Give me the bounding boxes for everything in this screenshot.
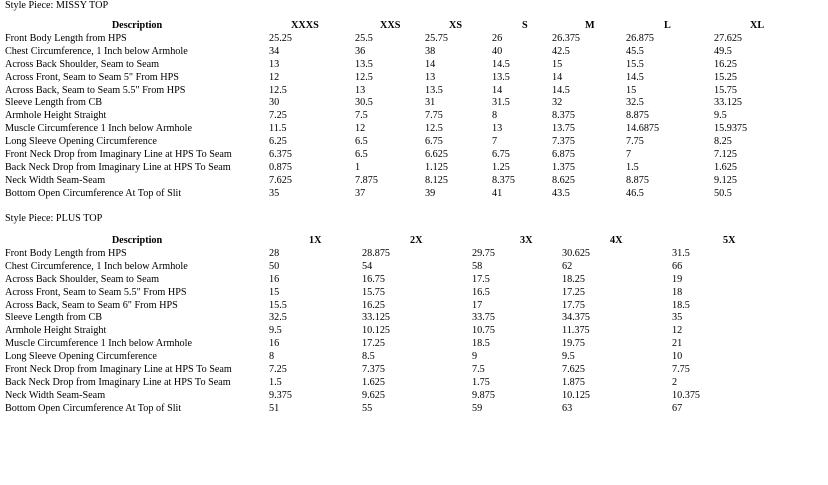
measurement-value: 11.5 [269, 123, 287, 135]
measurement-value: 33.75 [472, 312, 495, 324]
table-row [5, 248, 815, 261]
measurement-value: 17 [472, 299, 483, 311]
table-row [5, 300, 815, 313]
table-row [5, 33, 815, 46]
table-row [5, 46, 815, 59]
measurement-value: 16.75 [362, 273, 385, 285]
measurement-value: 13 [269, 58, 280, 70]
measurement-value: 7.375 [552, 136, 575, 148]
missy-header-size: M [585, 20, 595, 31]
measurement-value: 16 [269, 273, 280, 285]
measurement-value: 13.5 [492, 71, 510, 83]
measurement-label: Muscle Circumference 1 Inch below Armhole [5, 338, 192, 350]
measurement-label: Front Body Length from HPS [5, 32, 127, 44]
measurement-value: 10.125 [362, 325, 391, 337]
measurement-label: Front Neck Drop from Imaginary Line at HPS To Seam [5, 364, 232, 376]
table-row [5, 351, 815, 364]
measurement-value: 9.125 [714, 174, 737, 186]
measurement-value: 45.5 [626, 45, 644, 57]
measurement-value: 16.25 [362, 299, 385, 311]
measurement-value: 33.125 [362, 312, 391, 324]
table-row [5, 377, 815, 390]
measurement-value: 14.5 [552, 84, 570, 96]
measurement-value: 49.5 [714, 45, 732, 57]
measurement-label: Chest Circumference, 1 Inch below Armhole [5, 45, 188, 57]
measurement-value: 59 [472, 402, 483, 414]
measurement-value: 31.5 [672, 247, 690, 259]
measurement-value: 8.625 [552, 174, 575, 186]
measurement-value: 7.75 [626, 136, 644, 148]
table-row [5, 325, 815, 338]
measurement-value: 6.75 [492, 149, 510, 161]
measurement-value: 17.25 [562, 286, 585, 298]
measurement-value: 38 [425, 45, 436, 57]
measurement-label: Front Body Length from HPS [5, 247, 127, 259]
missy-section-title: Style Piece: MISSY TOP [5, 0, 109, 11]
measurement-value: 29.75 [472, 247, 495, 259]
measurement-value: 13.5 [355, 58, 373, 70]
measurement-value: 12 [672, 325, 683, 337]
measurement-value: 66 [672, 260, 683, 272]
measurement-label: Bottom Open Circumference At Top of Slit [5, 402, 182, 414]
measurement-value: 1.125 [425, 161, 448, 173]
missy-size-table [5, 20, 815, 201]
measurement-value: 13.75 [552, 123, 575, 135]
measurement-value: 7 [492, 136, 498, 148]
missy-header-size: XS [449, 20, 463, 31]
measurement-value: 17.75 [562, 299, 585, 311]
measurement-value: 9.5 [269, 325, 282, 337]
measurement-value: 1.5 [269, 376, 282, 388]
measurement-label: Bottom Open Circumference At Top of Slit [5, 187, 182, 199]
measurement-value: 15.25 [714, 71, 737, 83]
measurement-label: Long Sleeve Opening Circumference [5, 351, 157, 363]
measurement-value: 1.5 [626, 161, 639, 173]
measurement-value: 15.75 [362, 286, 385, 298]
measurement-value: 8.5 [362, 351, 375, 363]
measurement-value: 15 [552, 58, 563, 70]
missy-header-size: S [522, 20, 528, 31]
measurement-value: 7.125 [714, 149, 737, 161]
table-row [5, 123, 815, 136]
measurement-value: 15.75 [714, 84, 737, 96]
measurement-value: 7.625 [269, 174, 292, 186]
measurement-value: 18.5 [672, 299, 690, 311]
measurement-value: 34 [269, 45, 280, 57]
measurement-value: 14.6875 [626, 123, 660, 135]
measurement-value: 18.5 [472, 338, 490, 350]
plus-header-size: 5X [723, 235, 736, 246]
measurement-value: 1.25 [492, 161, 510, 173]
measurement-value: 14 [552, 71, 563, 83]
measurement-value: 7.25 [269, 364, 287, 376]
measurement-label: Armhole Height Straight [5, 110, 107, 122]
measurement-label: Muscle Circumference 1 Inch below Armhole [5, 123, 192, 135]
table-row [5, 149, 815, 162]
measurement-value: 62 [562, 260, 573, 272]
measurement-value: 17.25 [362, 338, 385, 350]
measurement-value: 14 [492, 84, 503, 96]
table-row [5, 162, 815, 175]
measurement-value: 58 [472, 260, 483, 272]
measurement-value: 12.5 [425, 123, 443, 135]
measurement-value: 13 [492, 123, 503, 135]
measurement-label: Across Front, Seam to Seam 5" From HPS [5, 71, 179, 83]
table-row [5, 274, 815, 287]
measurement-value: 9.625 [362, 389, 385, 401]
table-row [5, 110, 815, 123]
measurement-value: 25.75 [425, 32, 448, 44]
measurement-label: Across Back, Seam to Seam 5.5" From HPS [5, 84, 186, 96]
measurement-value: 11.375 [562, 325, 590, 337]
measurement-value: 10.125 [562, 389, 591, 401]
measurement-value: 1 [355, 161, 361, 173]
measurement-value: 1.625 [362, 376, 385, 388]
plus-header-size: 2X [410, 235, 423, 246]
measurement-value: 6.25 [269, 136, 287, 148]
measurement-value: 15 [626, 84, 637, 96]
measurement-value: 25.5 [355, 32, 373, 44]
table-row [5, 364, 815, 377]
table-row [5, 312, 815, 325]
table-row [5, 261, 815, 274]
measurement-value: 51 [269, 402, 280, 414]
missy-header-description: Description [111, 20, 163, 31]
measurement-value: 31 [425, 97, 436, 109]
measurement-value: 25.25 [269, 32, 292, 44]
measurement-value: 26.875 [626, 32, 655, 44]
measurement-value: 9.5 [562, 351, 575, 363]
measurement-label: Across Front, Seam to Seam 5.5" From HPS [5, 286, 187, 298]
plus-header-size: 3X [520, 235, 533, 246]
measurement-value: 12.5 [355, 71, 373, 83]
measurement-value: 55 [362, 402, 373, 414]
measurement-value: 19.75 [562, 338, 585, 350]
measurement-value: 7 [626, 149, 632, 161]
measurement-value: 0.875 [269, 161, 292, 173]
measurement-value: 8 [492, 110, 498, 122]
measurement-value: 19 [672, 273, 683, 285]
measurement-value: 17.5 [472, 273, 490, 285]
measurement-value: 39 [425, 187, 436, 199]
missy-header-size: XXS [380, 20, 401, 31]
measurement-label: Sleeve Length from CB [5, 312, 103, 324]
measurement-label: Back Neck Drop from Imaginary Line at HPS To Seam [5, 161, 231, 173]
measurement-value: 36 [355, 45, 366, 57]
measurement-value: 18 [672, 286, 683, 298]
measurement-value: 8.125 [425, 174, 448, 186]
measurement-value: 32 [552, 97, 563, 109]
measurement-label: Sleeve Length from CB [5, 97, 103, 109]
measurement-value: 13 [425, 71, 436, 83]
measurement-value: 13.5 [425, 84, 443, 96]
measurement-value: 30.625 [562, 247, 591, 259]
measurement-value: 16.25 [714, 58, 737, 70]
measurement-value: 46.5 [626, 187, 644, 199]
measurement-value: 6.375 [269, 149, 292, 161]
measurement-label: Long Sleeve Opening Circumference [5, 136, 157, 148]
plus-size-table [5, 235, 815, 416]
measurement-value: 35 [269, 187, 280, 199]
measurement-label: Across Back Shoulder, Seam to Seam [5, 273, 160, 285]
measurement-value: 8.875 [626, 110, 649, 122]
measurement-value: 27.625 [714, 32, 743, 44]
missy-header-row [5, 20, 815, 33]
measurement-value: 9 [472, 351, 478, 363]
measurement-value: 7.625 [562, 364, 585, 376]
missy-header-size: XL [750, 20, 765, 31]
measurement-value: 9.375 [269, 389, 292, 401]
measurement-value: 26 [492, 32, 503, 44]
measurement-value: 14.5 [626, 71, 644, 83]
measurement-value: 2 [672, 376, 678, 388]
measurement-label: Back Neck Drop from Imaginary Line at HPS To Seam [5, 376, 231, 388]
measurement-value: 15.5 [269, 299, 287, 311]
measurement-value: 10 [672, 351, 683, 363]
measurement-value: 15.9375 [714, 123, 748, 135]
measurement-value: 34.375 [562, 312, 591, 324]
measurement-value: 14 [425, 58, 436, 70]
measurement-value: 37 [355, 187, 366, 199]
plus-header-row [5, 235, 815, 248]
measurement-value: 14.5 [492, 58, 510, 70]
missy-header-size: XXXS [291, 20, 319, 31]
table-row [5, 390, 815, 403]
measurement-label: Neck Width Seam-Seam [5, 389, 106, 401]
measurement-value: 10.375 [672, 389, 701, 401]
measurement-value: 6.5 [355, 136, 368, 148]
table-row [5, 59, 815, 72]
measurement-value: 54 [362, 260, 373, 272]
measurement-value: 12.5 [269, 84, 287, 96]
measurement-value: 16.5 [472, 286, 490, 298]
measurement-label: Across Back, Seam to Seam 6" From HPS [5, 299, 178, 311]
measurement-value: 16 [269, 338, 280, 350]
measurement-value: 9.5 [714, 110, 727, 122]
plus-section-title: Style Piece: PLUS TOP [5, 213, 103, 224]
measurement-value: 8.375 [552, 110, 575, 122]
table-row [5, 97, 815, 110]
measurement-value: 6.875 [552, 149, 575, 161]
measurement-value: 18.25 [562, 273, 585, 285]
measurement-value: 8.375 [492, 174, 515, 186]
measurement-value: 30.5 [355, 97, 373, 109]
measurement-value: 6.625 [425, 149, 448, 161]
measurement-value: 15.5 [626, 58, 644, 70]
measurement-value: 35 [672, 312, 683, 324]
table-row [5, 338, 815, 351]
measurement-value: 63 [562, 402, 573, 414]
measurement-value: 1.625 [714, 161, 737, 173]
measurement-value: 1.75 [472, 376, 490, 388]
measurement-value: 7.25 [269, 110, 287, 122]
measurement-label: Neck Width Seam-Seam [5, 174, 106, 186]
table-row [5, 188, 815, 201]
table-row [5, 136, 815, 149]
measurement-value: 7.75 [672, 364, 690, 376]
measurement-value: 31.5 [492, 97, 510, 109]
measurement-value: 1.375 [552, 161, 575, 173]
measurement-value: 28 [269, 247, 280, 259]
measurement-value: 1.875 [562, 376, 585, 388]
measurement-value: 50.5 [714, 187, 732, 199]
measurement-value: 12 [269, 71, 280, 83]
table-row [5, 85, 815, 98]
measurement-value: 7.75 [425, 110, 443, 122]
measurement-value: 13 [355, 84, 366, 96]
measurement-value: 43.5 [552, 187, 570, 199]
measurement-value: 6.75 [425, 136, 443, 148]
measurement-value: 67 [672, 402, 683, 414]
measurement-value: 8.875 [626, 174, 649, 186]
measurement-value: 15 [269, 286, 280, 298]
measurement-value: 21 [672, 338, 683, 350]
measurement-value: 7.5 [355, 110, 368, 122]
table-row [5, 175, 815, 188]
table-row [5, 287, 815, 300]
plus-header-size: 1X [309, 235, 322, 246]
measurement-label: Armhole Height Straight [5, 325, 107, 337]
measurement-value: 10.75 [472, 325, 495, 337]
plus-header-description: Description [111, 235, 163, 246]
measurement-value: 6.5 [355, 149, 368, 161]
measurement-value: 30 [269, 97, 280, 109]
measurement-value: 26.375 [552, 32, 581, 44]
measurement-value: 28.875 [362, 247, 391, 259]
measurement-label: Across Back Shoulder, Seam to Seam [5, 58, 160, 70]
measurement-value: 8.25 [714, 136, 732, 148]
measurement-value: 12 [355, 123, 366, 135]
measurement-value: 7.875 [355, 174, 378, 186]
measurement-value: 40 [492, 45, 503, 57]
measurement-value: 33.125 [714, 97, 743, 109]
measurement-value: 50 [269, 260, 280, 272]
measurement-label: Chest Circumference, 1 Inch below Armhole [5, 260, 188, 272]
measurement-value: 7.5 [472, 364, 485, 376]
measurement-value: 42.5 [552, 45, 570, 57]
measurement-value: 32.5 [626, 97, 644, 109]
measurement-value: 9.875 [472, 389, 495, 401]
missy-header-size: L [664, 20, 671, 31]
measurement-value: 8 [269, 351, 275, 363]
measurement-label: Front Neck Drop from Imaginary Line at HPS To Seam [5, 149, 232, 161]
table-row [5, 403, 815, 416]
measurement-value: 7.375 [362, 364, 385, 376]
table-row [5, 72, 815, 85]
measurement-value: 41 [492, 187, 503, 199]
measurement-value: 32.5 [269, 312, 287, 324]
plus-header-size: 4X [610, 235, 623, 246]
